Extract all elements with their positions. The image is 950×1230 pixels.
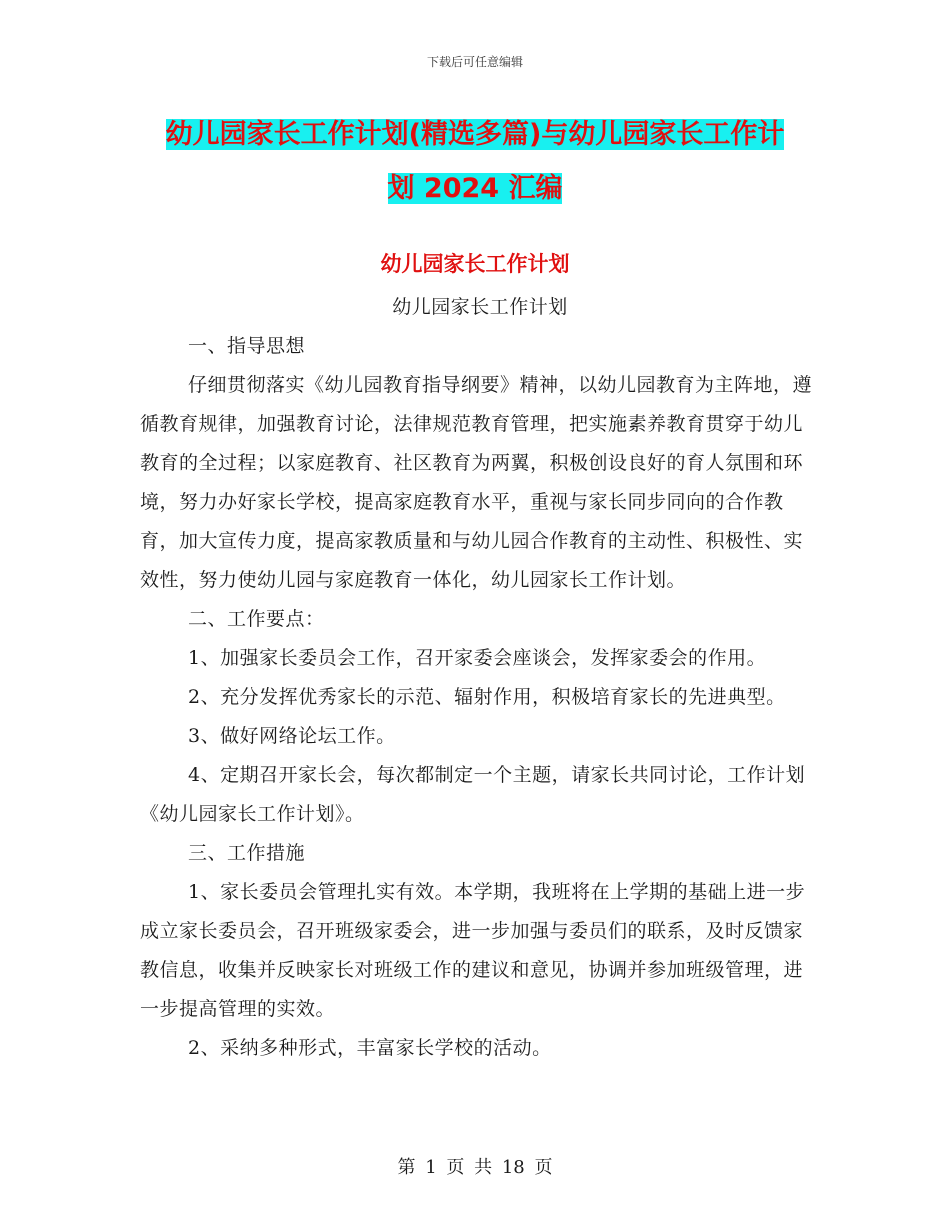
document-body xyxy=(140,288,820,1068)
work-point-2: 2、充分发挥优秀家长的示范、辐射作用，积极培育家长的先进典型。 xyxy=(188,686,786,708)
header-note: 下载后可任意编辑 xyxy=(426,55,523,69)
work-measure-2: 2、采纳多种形式，丰富家长学校的活动。 xyxy=(188,1037,552,1059)
page-footer: 第 1 页 共 18 页 xyxy=(397,1157,553,1178)
work-point-3: 3、做好网络论坛工作。 xyxy=(188,725,396,747)
document-title xyxy=(140,108,810,216)
heading-work-points: 二、工作要点： xyxy=(188,608,325,630)
title-line-2: 划 2024 汇编 xyxy=(387,173,563,204)
heading-guiding-thought: 一、指导思想 xyxy=(188,335,306,357)
paragraph-guiding-thought: 仔细贯彻落实《幼儿园教育指导纲要》精神，以幼儿园教育为主阵地，遵循教育规律，加强教育讨论，法律规范教育管理，把实施素养教育贯穿于幼儿教育的全过程；以家庭教育、社区教育为两翼，积极创设良好的育人氛围和环境，努力办好家长学校，提高家庭教育水平，重视与家长同步同向的合作教育，加大宣传力度，提高家教质量和与幼儿园合作教育的主动性、积极性、实效性，努力使幼儿园与家庭教育一体化，幼儿园家长工作计划。 xyxy=(140,374,813,591)
body-subtitle: 幼儿园家长工作计划 xyxy=(392,296,568,318)
title-line-1: 幼儿园家长工作计划(精选多篇)与幼儿园家长工作计 xyxy=(165,119,785,150)
work-measure-1: 1、家长委员会管理扎实有效。本学期，我班将在上学期的基础上进一步成立家长委员会，召开班级家委会，进一步加强与委员们的联系，及时反馈家教信息，收集并反映家长对班级工作的建议和意见，协调并参加班级管理，进一步提高管理的实效。 xyxy=(140,881,806,1020)
heading-work-measures: 三、工作措施 xyxy=(188,842,306,864)
work-point-1: 1、加强家长委员会工作，召开家委会座谈会，发挥家委会的作用。 xyxy=(188,647,767,669)
work-point-4: 4、定期召开家长会，每次都制定一个主题，请家长共同讨论，工作计划《幼儿园家长工作计划》。 xyxy=(140,764,806,825)
section-title: 幼儿园家长工作计划 xyxy=(380,252,570,276)
